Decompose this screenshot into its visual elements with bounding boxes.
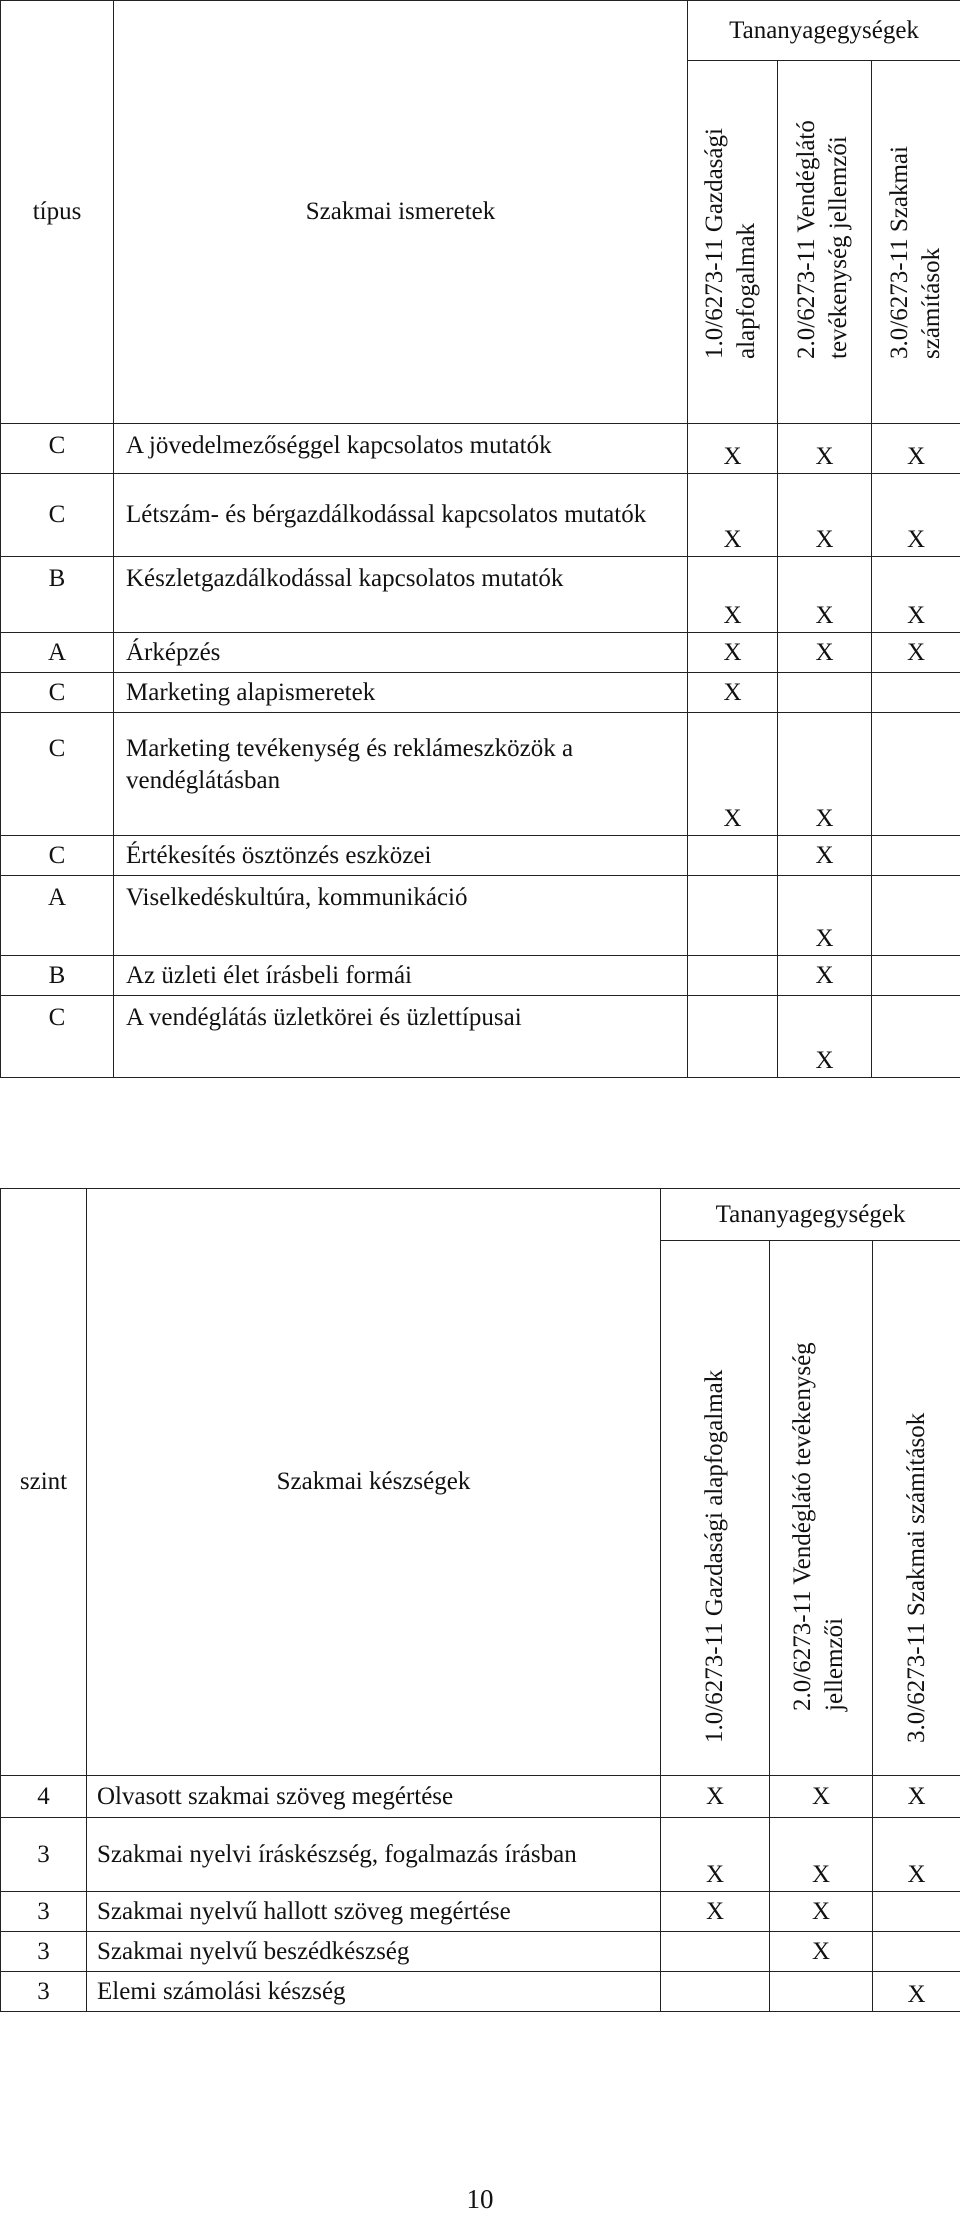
unit-header-2: 2.0/6273-11 Vendéglátó tevékenység jellemzői xyxy=(778,61,872,424)
table-row xyxy=(1,1818,960,1892)
mark-cell: X xyxy=(872,557,960,633)
mark-cell xyxy=(778,673,872,713)
mark-cell: X xyxy=(688,713,778,836)
mark-cell: X xyxy=(688,633,778,673)
mark-cell xyxy=(688,836,778,876)
row-label: Olvasott szakmai szöveg megértése xyxy=(87,1776,661,1818)
unit-header-1: 1.0/6273-11 Gazdasági alapfogalmak xyxy=(688,61,778,424)
mark-cell: X xyxy=(688,557,778,633)
mark-cell: X xyxy=(872,633,960,673)
mark-cell xyxy=(873,1932,960,1972)
row-level: 3 xyxy=(1,1932,87,1972)
unit-header-3: 3.0/6273-11 Szakmai számítások xyxy=(872,61,960,424)
column-header-units: Tananyagegységek xyxy=(688,1,960,61)
row-label: Marketing tevékenység és reklámeszközök a vendéglátásban xyxy=(114,713,688,836)
mark-cell xyxy=(661,1972,770,2012)
column-header-type: típus xyxy=(1,1,114,424)
column-header-level: szint xyxy=(1,1189,87,1776)
table-row xyxy=(1,424,960,474)
table-row xyxy=(1,713,960,836)
column-header-units: Tananyagegységek xyxy=(661,1189,960,1241)
skills-knowledge-table xyxy=(0,0,960,1078)
mark-cell: X xyxy=(778,956,872,996)
row-label: Készletgazdálkodással kapcsolatos mutatók xyxy=(114,557,688,633)
mark-cell: X xyxy=(770,1932,873,1972)
mark-cell xyxy=(872,713,960,836)
table-row xyxy=(1,633,960,673)
row-type: C xyxy=(1,996,114,1078)
table-row xyxy=(1,876,960,956)
row-label: A vendéglátás üzletkörei és üzlettípusai xyxy=(114,996,688,1078)
mark-cell: X xyxy=(778,557,872,633)
page-number: 10 xyxy=(466,2184,494,2214)
mark-cell: X xyxy=(661,1892,770,1932)
mark-cell: X xyxy=(688,424,778,474)
mark-cell: X xyxy=(872,424,960,474)
mark-cell: X xyxy=(873,1818,960,1892)
row-level: 3 xyxy=(1,1972,87,2012)
table-row xyxy=(1,956,960,996)
mark-cell xyxy=(688,996,778,1078)
column-header-skills: Szakmai készségek xyxy=(87,1189,661,1776)
mark-cell: X xyxy=(778,713,872,836)
mark-cell: X xyxy=(873,1972,960,2012)
mark-cell: X xyxy=(688,673,778,713)
table-row xyxy=(1,1972,960,2012)
row-label: Elemi számolási készség xyxy=(87,1972,661,2012)
row-label: Szakmai nyelvi íráskészség, fogalmazás írásban xyxy=(87,1818,661,1892)
row-type: C xyxy=(1,424,114,474)
row-type: B xyxy=(1,956,114,996)
mark-cell xyxy=(873,1892,960,1932)
row-label: Árképzés xyxy=(114,633,688,673)
mark-cell xyxy=(872,996,960,1078)
row-type: C xyxy=(1,673,114,713)
row-type: B xyxy=(1,557,114,633)
mark-cell: X xyxy=(770,1776,873,1818)
mark-cell: X xyxy=(778,836,872,876)
row-label: Szakmai nyelvű hallott szöveg megértése xyxy=(87,1892,661,1932)
mark-cell xyxy=(661,1932,770,1972)
row-level: 3 xyxy=(1,1892,87,1932)
mark-cell: X xyxy=(778,996,872,1078)
row-label: Értékesítés ösztönzés eszközei xyxy=(114,836,688,876)
table-row xyxy=(1,1932,960,1972)
row-type: C xyxy=(1,713,114,836)
unit-header-1: 1.0/6273-11 Gazdasági alapfogalmak xyxy=(661,1241,770,1776)
mark-cell xyxy=(872,673,960,713)
mark-cell xyxy=(688,956,778,996)
mark-cell: X xyxy=(688,474,778,557)
mark-cell: X xyxy=(778,424,872,474)
table-row xyxy=(1,557,960,633)
mark-cell xyxy=(872,836,960,876)
mark-cell xyxy=(872,956,960,996)
mark-cell xyxy=(770,1972,873,2012)
row-type: C xyxy=(1,836,114,876)
row-label: Viselkedéskultúra, kommunikáció xyxy=(114,876,688,956)
mark-cell xyxy=(872,876,960,956)
row-level: 3 xyxy=(1,1818,87,1892)
row-type: A xyxy=(1,876,114,956)
table-row xyxy=(1,996,960,1078)
mark-cell: X xyxy=(778,876,872,956)
column-header-knowledge: Szakmai ismeretek xyxy=(114,1,688,424)
table-row xyxy=(1,673,960,713)
unit-header-2: 2.0/6273-11 Vendéglátó tevékenység jellemzői xyxy=(770,1241,873,1776)
mark-cell: X xyxy=(661,1818,770,1892)
row-label: Szakmai nyelvű beszédkészség xyxy=(87,1932,661,1972)
mark-cell: X xyxy=(778,474,872,557)
table-row xyxy=(1,836,960,876)
table-row xyxy=(1,1776,960,1818)
table-row xyxy=(1,474,960,557)
row-label: Az üzleti élet írásbeli formái xyxy=(114,956,688,996)
row-type: A xyxy=(1,633,114,673)
unit-header-3: 3.0/6273-11 Szakmai számítások xyxy=(873,1241,960,1776)
mark-cell: X xyxy=(770,1818,873,1892)
row-label: Marketing alapismeretek xyxy=(114,673,688,713)
mark-cell: X xyxy=(872,474,960,557)
skills-abilities-table xyxy=(0,1188,960,2012)
table-row xyxy=(1,1892,960,1932)
row-label: Létszám- és bérgazdálkodással kapcsolatos mutatók xyxy=(114,474,688,557)
mark-cell: X xyxy=(778,633,872,673)
mark-cell: X xyxy=(770,1892,873,1932)
row-type: C xyxy=(1,474,114,557)
row-label: A jövedelmezőséggel kapcsolatos mutatók xyxy=(114,424,688,474)
mark-cell xyxy=(688,876,778,956)
mark-cell: X xyxy=(661,1776,770,1818)
mark-cell: X xyxy=(873,1776,960,1818)
row-level: 4 xyxy=(1,1776,87,1818)
